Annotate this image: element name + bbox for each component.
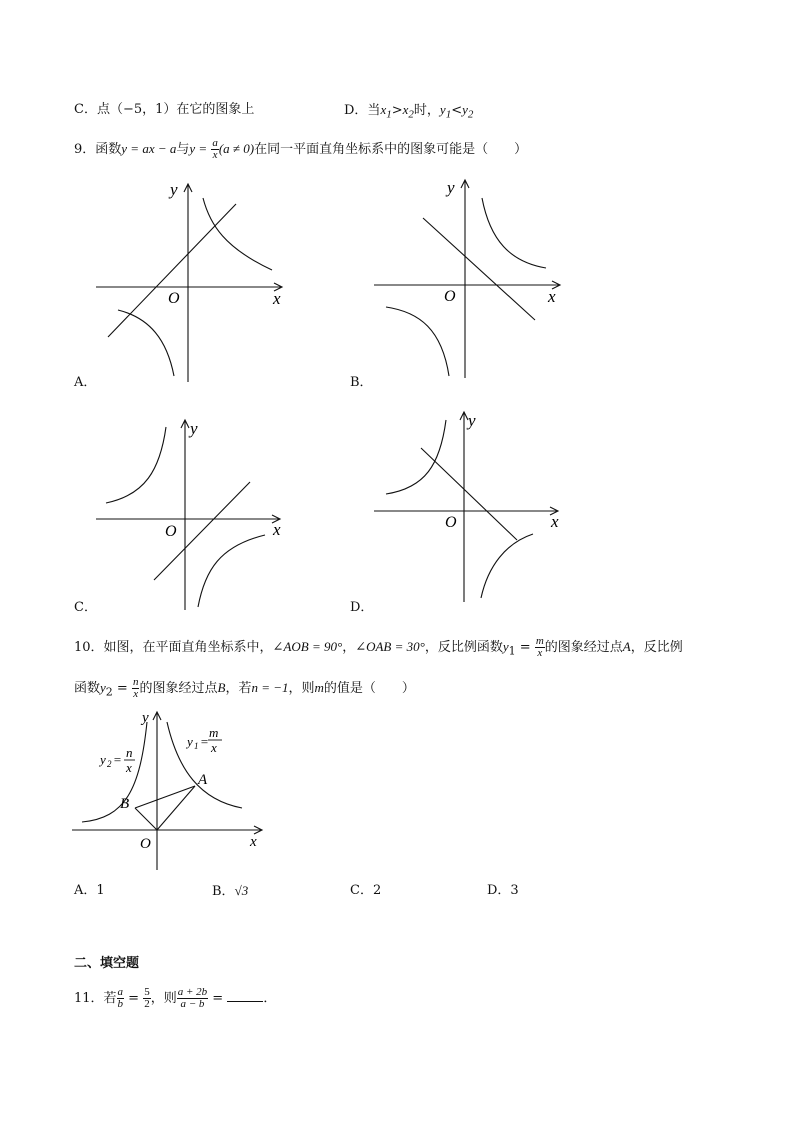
q8-option-d: D．当$x_1>x_2$时，$y_1<y_2$	[344, 102, 474, 121]
q10-fig-x-label: x	[250, 834, 257, 850]
q10-option-b-value: √3	[234, 883, 249, 898]
q9-a-x-label: x	[273, 289, 281, 308]
q9-a-o-label: O	[168, 290, 180, 307]
q9-a-y-label: y	[170, 180, 178, 199]
q10-fig-y2-sub: 2	[107, 759, 112, 769]
q8-option-c: C．点（−5，1）在它的图象上	[74, 102, 255, 117]
q10-fig-o-label: O	[140, 836, 151, 852]
q9-option-c: C．	[74, 600, 97, 615]
q11-answer-blank[interactable]	[227, 989, 263, 1002]
q10-fig-y1-den: x	[211, 740, 217, 755]
q9-c-y-label: y	[190, 419, 198, 438]
q11-stem: 11．若 $\frac{a}{b}$ = $\frac{5}{2}$ ，则 $\frac{a + 2b}{a - b}$ = ．	[74, 986, 277, 1010]
q9-b-x-label: x	[548, 287, 556, 306]
q11-value-fraction: $\frac{5}{2}$	[144, 986, 150, 1010]
q9-b-o-label: O	[444, 288, 456, 305]
q9-b-y-label: y	[447, 178, 455, 197]
q10-fig-y1-num: m	[209, 725, 219, 740]
q10-fig-y1-eq: =	[200, 734, 209, 749]
q10-fig-y1-sub: 1	[194, 741, 199, 751]
q10-fig-a-label: A	[198, 772, 208, 788]
q9-fraction: $\frac{a}{x}$	[212, 137, 218, 161]
q10-option-d: D．3	[487, 883, 519, 898]
q10-fig-y2-den: x	[126, 760, 132, 775]
q10-fig-y2-eq: =	[113, 752, 122, 767]
q10-option-b: B．√3	[212, 883, 249, 899]
q9-d-x-label: x	[551, 512, 559, 531]
q10-y2-fraction: $\frac{n}{x}$	[132, 676, 139, 700]
q9-d-y-label: y	[468, 411, 476, 430]
q10-stem-line1: 10．如图，在平面直角坐标系中，∠AOB = 90°，∠OAB = 30°，反比例函数$y_1$ = $\frac{m}{x}$ 的图象经过点A，反比例	[74, 635, 683, 659]
q10-fig-y-label: y	[142, 710, 149, 726]
q10-fig-y2-num: n	[126, 745, 133, 760]
q10-y1-fraction: $\frac{m}{x}$	[535, 635, 544, 659]
q10-fig-y2-label: y	[100, 752, 106, 767]
q11-expression-fraction: $\frac{a + 2b}{a - b}$	[177, 986, 208, 1010]
q10-stem-line2: 函数$y_2$ = $\frac{n}{x}$ 的图象经过点B，若n = −1，则m的值是（ ）	[74, 676, 415, 700]
q9-stem: 9．函数y = ax − a与y = $\frac{a}{x}$ (a ≠ 0)在同一平面直角坐标系中的图象可能是（ ）	[74, 137, 528, 161]
q9-c-o-label: O	[165, 523, 177, 540]
q9-d-o-label: O	[445, 514, 457, 531]
q10-fig-y1-label: y	[187, 734, 193, 749]
q11-ratio-fraction: $\frac{a}{b}$	[117, 986, 124, 1010]
q10-fig-b-label: B	[120, 796, 130, 812]
q9-option-a: A．	[74, 375, 97, 390]
q10-option-a: A．1	[74, 883, 105, 898]
q9-c-x-label: x	[273, 520, 281, 539]
q10-option-c: C．2	[350, 883, 382, 898]
q9-option-d: D．	[350, 600, 374, 615]
q9-option-b: B．	[350, 375, 373, 390]
section2-title: 二、填空题	[74, 956, 140, 971]
